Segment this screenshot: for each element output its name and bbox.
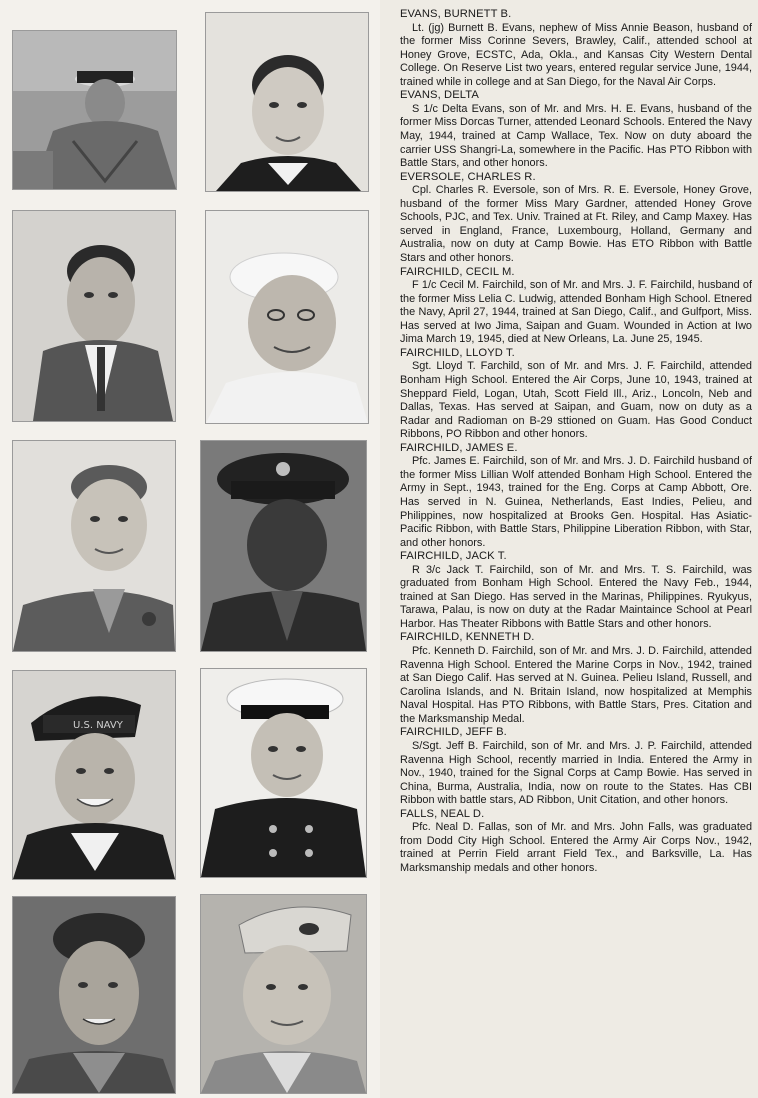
bio-text xyxy=(400,821,752,875)
bio-entry xyxy=(400,171,752,266)
portrait-photo xyxy=(205,210,369,424)
bio-name: EVERSOLE, CHARLES R. xyxy=(400,170,536,183)
bio-name: FAIRCHILD, KENNETH D. xyxy=(400,631,535,644)
portrait-photo xyxy=(12,896,176,1094)
bio-name: FAIRCHILD, JEFF B. xyxy=(400,726,507,739)
bio-text xyxy=(400,279,752,347)
bio-entry xyxy=(400,347,752,442)
biography-column xyxy=(400,8,752,1094)
bio-name: FAIRCHILD, JAMES E. xyxy=(400,441,518,454)
bio-paragraph: F 1/c Cecil M. Fairchild, son of Mr. and Mrs. J. F. Fairchild, husband of the former Miss Lelia C. Ludwig, attended Bonham High School. Etnered the Navy, April 27, 1944, trained at San Diego, Calif., and Gulfport, Miss. Has served at Iwo Jima, Saipan and Guam. Wounded in Action at Iwo Jima March 19, 1945, died at New Orleans, La. June 25, 1945. xyxy=(400,279,752,346)
bio-paragraph: Lt. (jg) Burnett B. Evans, nephew of Miss Annie Beason, husband of the former Miss Corinne Severs, Brawley, Calif., attended school at Honey Grove, ECSTC, Ada, Okla., and Kansas City Western Dental College. On Reserve List two years, entered regular service June, 1944, trained while in college and at San Diego, for the Naval Air Corps. xyxy=(400,21,752,88)
bio-paragraph: Pfc. James E. Fairchild, son of Mr. and Mrs. J. D. Fairchild husband of the former Miss Lillian Wolf attended Bonham High School. Entered the Army in Sept., 1943, trained for the Eng. Corps at Camp Abbott, Ore. Has served in N. Guinea, Netherlands, East Indies, Pelieu, and Philippines, now hospitalized at Brooks Gen. Hospital. Has Asiatic-Pacific Ribbon, with Battle Stars, Philippine Liberation Ribbon, with Star, and other honors. xyxy=(400,455,752,549)
bio-entry xyxy=(400,442,752,550)
bio-name: EVANS, BURNETT B. xyxy=(400,8,512,20)
bio-entry xyxy=(400,631,752,726)
bio-text xyxy=(400,360,752,441)
bio-text xyxy=(400,564,752,632)
bio-paragraph: Pfc. Kenneth D. Fairchild, son of Mr. and Mrs. J. D. Fairchild, attended Ravenna High School. Entered the Marine Corps in Nov., 1942, trained at San Diego Calif. Has served at N. Guinea. Pelieu Island, Russell, and Carolina Islands, and N. Britain Island, now hospitalized at Memphis Naval Hospital. Has PTO Ribbons, with Battle Stars, Pres. Citation and the Marksmanship Medal. xyxy=(400,645,752,725)
bio-paragraph: Cpl. Charles R. Eversole, son of Mrs. R. E. Eversole, Honey Grove, husband of the former Miss Mary Gardner, attended Honey Grove Schools, PJC, and Tex. Univ. Trained at Ft. Riley, and Camp Maxey. Has served in England, France, Luxembourg, Holland, Germany and Australia, now on duty at Camp Bowie. Has ETO Ribbon with Battle Stars and other honors. xyxy=(400,184,752,264)
portrait-photo xyxy=(12,670,176,880)
bio-text xyxy=(400,103,752,171)
portrait-photo xyxy=(200,440,367,652)
bio-entry xyxy=(400,89,752,170)
bio-entry xyxy=(400,808,752,876)
bio-text xyxy=(400,455,752,550)
bio-text xyxy=(400,740,752,808)
bio-entry xyxy=(400,8,752,89)
bio-text xyxy=(400,184,752,265)
bio-entry xyxy=(400,550,752,631)
bio-entry xyxy=(400,266,752,347)
portrait-photo xyxy=(200,894,367,1094)
bio-paragraph: Pfc. Neal D. Fallas, son of Mr. and Mrs. John Falls, was graduated from Dodd City High School. Entered the Army Air Corps Nov., 1942, trained at Perrin Field arrant Field Tex., and Barksville, La. Has Marksmanship medals and other honors. xyxy=(400,821,752,874)
portrait-photo xyxy=(205,12,369,192)
bio-name: FALLS, NEAL D. xyxy=(400,807,485,820)
portrait-photo xyxy=(12,210,176,422)
bio-paragraph: R 3/c Jack T. Fairchild, son of Mr. and Mrs. T. S. Fairchild, was graduated from Bonham High School. Entered the Navy Feb., 1944, trained at San Diego. Has served in the Marinas, Philippines. Ryukyus, Tarawa, Palau, is now on duty at the Radar Maintaince School at Pearl Harbor. Has Theater Ribbons with Battle Stars and other honors. xyxy=(400,563,752,630)
cap-ribbon-text: U.S. NAVY xyxy=(73,720,123,731)
bio-paragraph: S 1/c Delta Evans, son of Mr. and Mrs. H. E. Evans, husband of the former Miss Dorcas Turner, attended Leonard Schools. Entered the Navy May, 1944, trained at Camp Wallace, Tex. Now on duty aboard the carrier USS Shangri-La, somewhere in the Pacific. Has PTO Ribbon with Battle Stars, and other honors. xyxy=(400,102,752,170)
bio-paragraph: S/Sgt. Jeff B. Fairchild, son of Mr. and Mrs. J. P. Fairchild, attended Ravenna High School, recently married in India. Entered the Army in Nov., 1940, trained for the Signal Corps at Camp Bowie. Has served in China, Burma, Australia, India, now on route to the States. Has CBI Ribbon with battle stars, AD Ribbon, Unit Citation, and other honors. xyxy=(400,739,752,807)
portrait-photo xyxy=(200,668,367,878)
bio-name: EVANS, DELTA xyxy=(400,89,479,102)
bio-paragraph: Sgt. Lloyd T. Farchild, son of Mr. and Mrs. J. F. Fairchild, attended Bonham High School. Entered the Air Corps, June 10, 1943, trained at Sheppard Field, Logan, Utah, Scott Field Ill., Ariz., Loncoln, Neb and Dallas, Texas. Has served at Saipan, and Guam, now on duty as a Radar and Radioman on B-29 sttioned on Guam. Has Good Conduct Ribbons, PO Ribbon and other honors. xyxy=(400,360,752,441)
bio-name: FAIRCHILD, JACK T. xyxy=(400,550,507,563)
portrait-photo xyxy=(12,440,176,652)
bio-text xyxy=(400,22,752,90)
bio-name: FAIRCHILD, LLOYD T. xyxy=(400,346,515,359)
bio-text xyxy=(400,645,752,726)
portrait-photo xyxy=(12,30,177,190)
bio-entry xyxy=(400,726,752,807)
bio-name: FAIRCHILD, CECIL M. xyxy=(400,265,515,278)
